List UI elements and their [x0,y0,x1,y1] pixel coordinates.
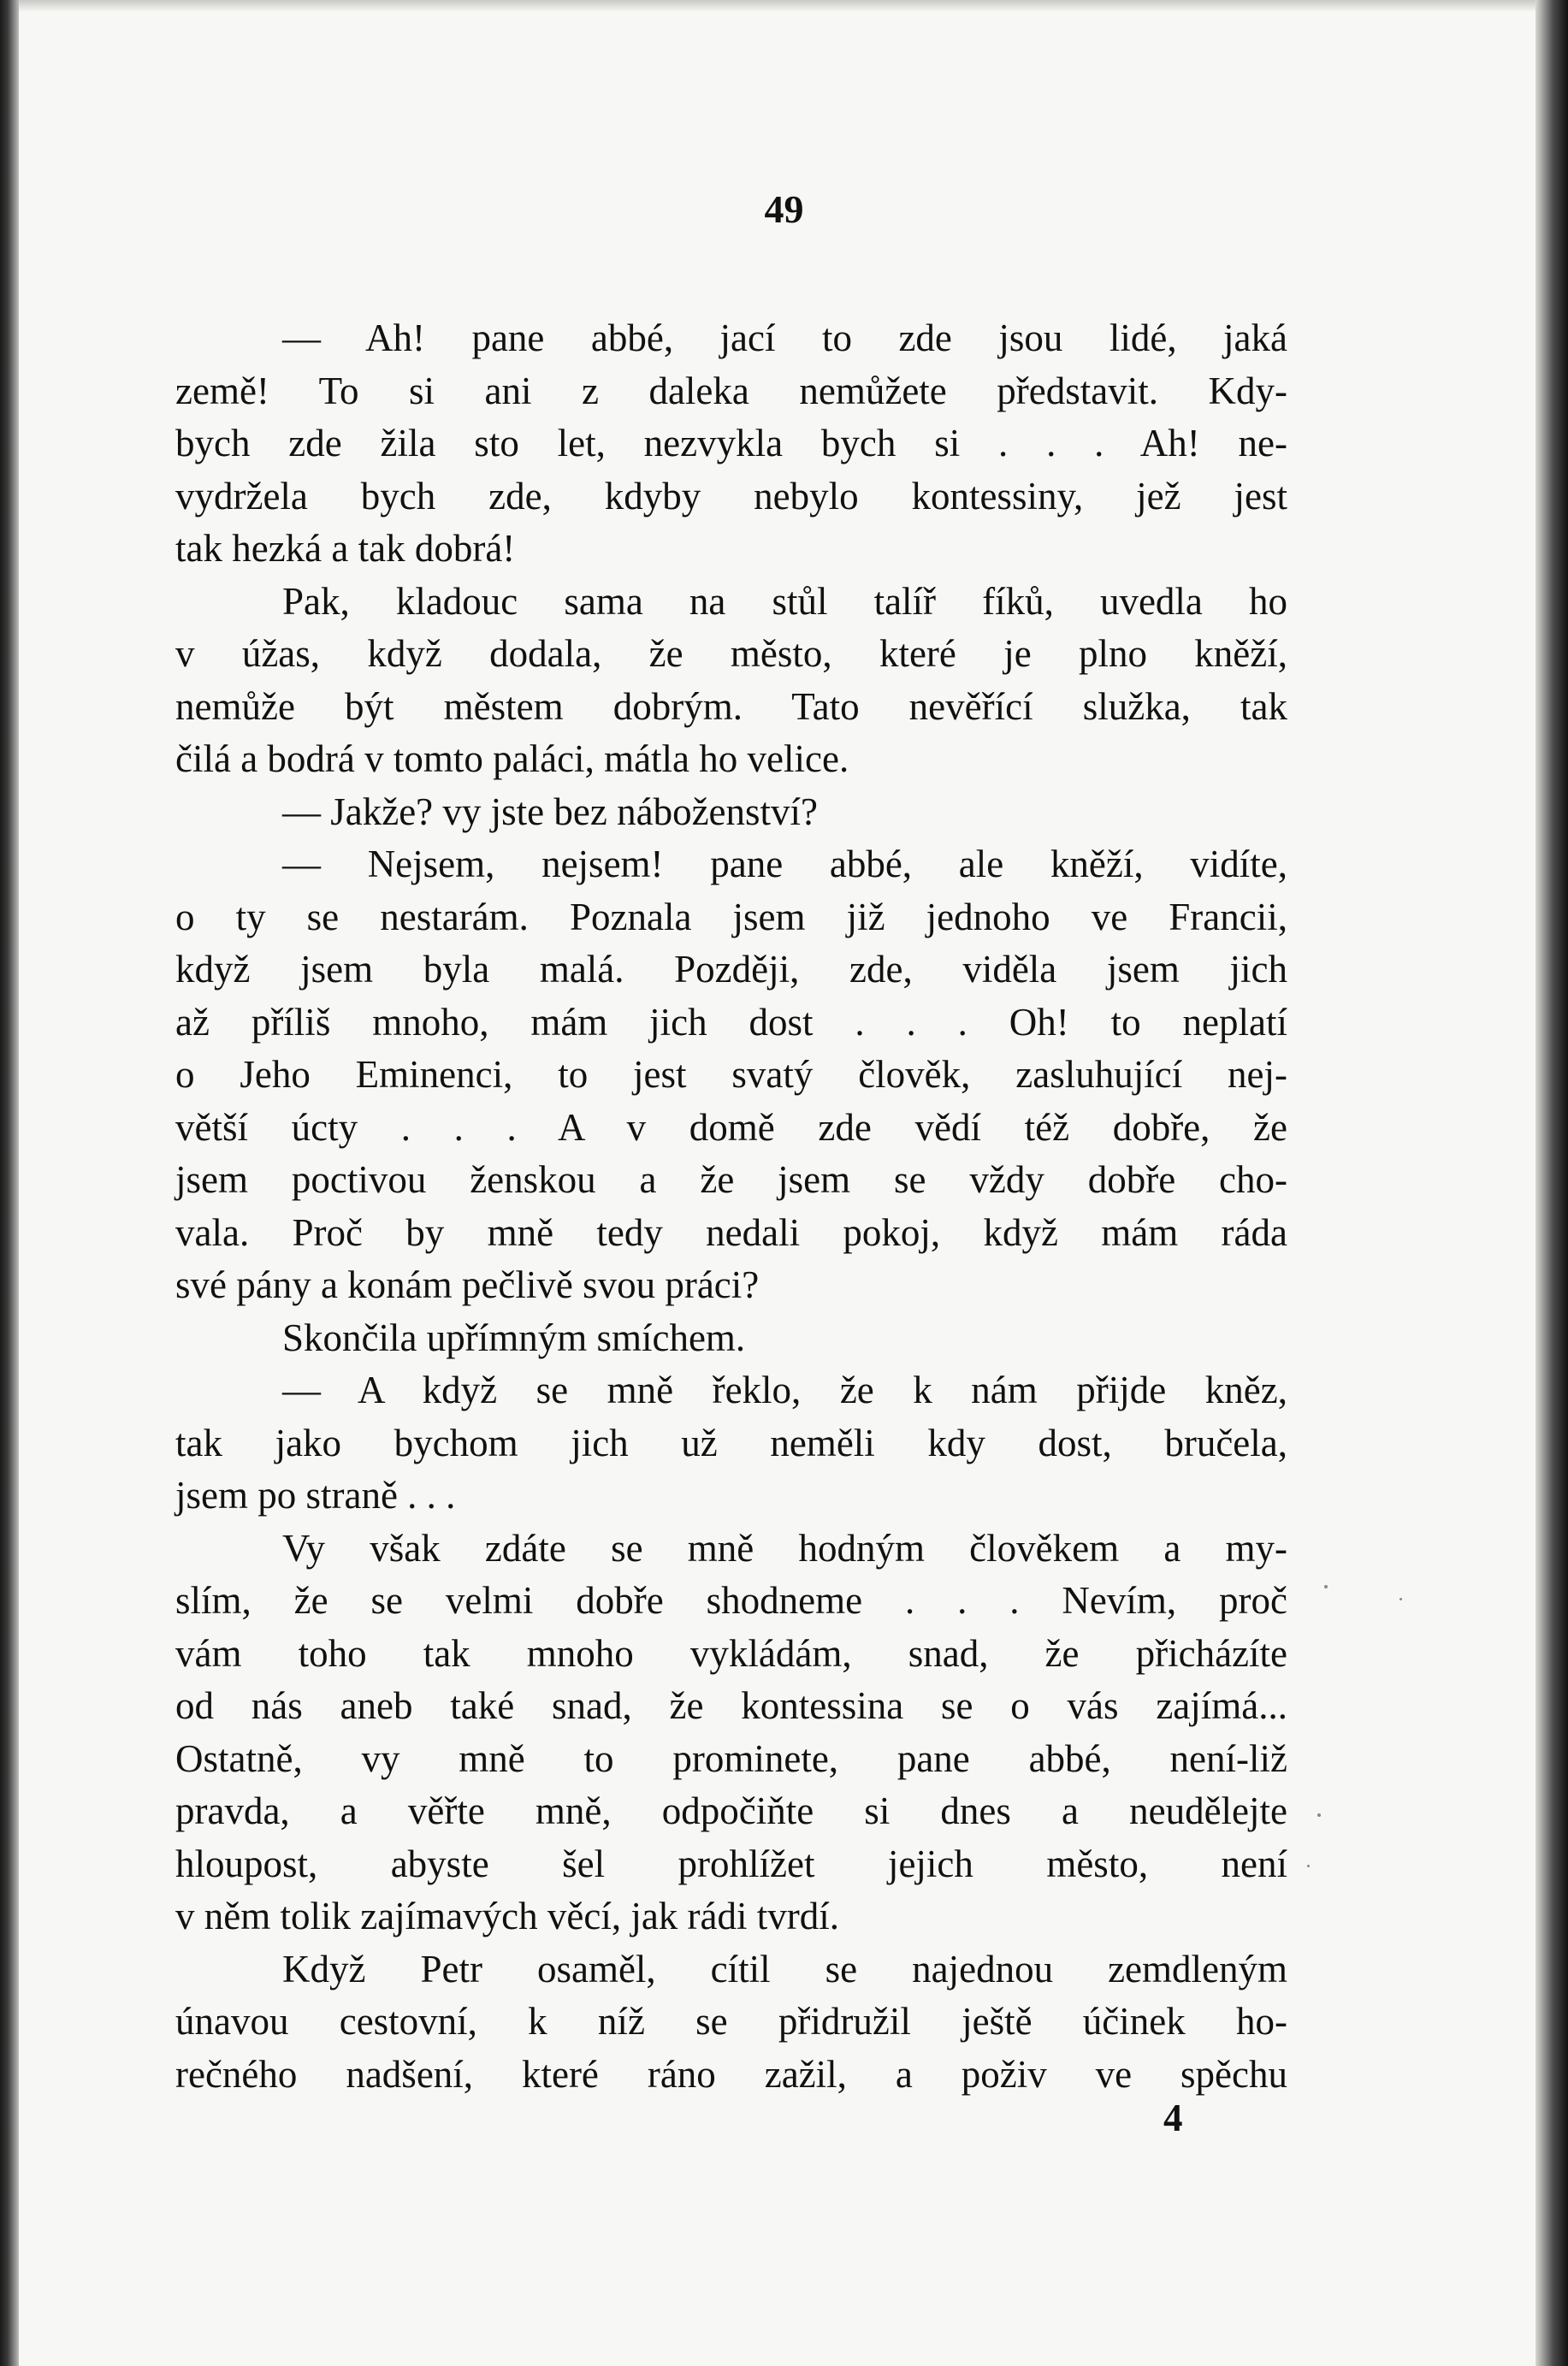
text-line: když jsem byla malá. Později, zde, viděla jsem jich [175,948,1287,991]
text-line: vydržela bych zde, kdyby nebylo kontessiny, jež jest [175,474,1287,518]
text-line: o Jeho Eminenci, to jest svatý člověk, zasluhující nej- [175,1053,1287,1096]
text-line: Pak, kladouc sama na stůl talíř fíků, uvedla ho [282,579,1287,623]
text-line: Ostatně, vy mně to prominete, pane abbé, není-liž [175,1736,1287,1780]
text-line: — Ah! pane abbé, jací to zde jsou lidé, jaká [282,316,1287,359]
body-text [175,312,1287,2101]
text-line: slím, že se velmi dobře shodneme . . . Nevím, proč [175,1579,1287,1622]
signature-mark: 4 [1163,2097,1183,2139]
text-line: větší úcty . . . A v domě zde vědí též dobře, že [175,1105,1287,1149]
text-line: — Nejsem, nejsem! pane abbé, ale kněží, vidíte, [282,843,1287,885]
text-line: země! To si ani z daleka nemůžete představit. Kdy- [175,369,1287,412]
text-line: až příliš mnoho, mám jich dost . . . Oh! to neplatí [175,1000,1287,1044]
page-number: 49 [764,187,804,231]
paper-speck [1307,1865,1310,1867]
text-line: tak hezká a tak dobrá! [175,527,516,570]
text-line: tak jako bychom jich už neměli kdy dost, bručela, [175,1421,1287,1464]
text-line: bych zde žila sto let, nezvykla bych si . . . Ah! ne- [175,422,1287,464]
text-line: nemůže být městem dobrým. Tato nevěřící služka, tak [175,684,1287,728]
text-line: Skončila upřímným smíchem. [282,1316,746,1359]
text-line: — A když se mně řeklo, že k nám přijde kněz, [282,1369,1287,1411]
text-line: únavou cestovní, k níž se přidružil ještě účinek ho- [175,2000,1287,2043]
text-line: vala. Proč by mně tedy nedali pokoj, když mám ráda [175,1210,1287,1254]
text-line: vám toho tak mnoho vykládám, snad, že přicházíte [175,1631,1287,1675]
text-line: hloupost, abyste šel prohlížet jejich město, není [175,1842,1287,1885]
page-right-edge [1535,0,1568,2366]
page-left-edge [0,0,19,2366]
text-line: své pány a konám pečlivě svou práci? [175,1263,760,1306]
page-top-shadow [0,0,1568,12]
text-line: Když Petr osaměl, cítil se najednou zemdleným [282,1947,1287,1990]
text-line: čilá a bodrá v tomto paláci, mátla ho velice. [175,737,849,780]
text-line: od nás aneb také snad, že kontessina se o vás zajímá... [175,1684,1287,1727]
text-line: o ty se nestarám. Poznala jsem již jednoho ve Francii, [175,895,1287,938]
text-line: v úžas, když dodala, že město, které je plno kněží, [175,632,1287,675]
text-line: — Jakže? vy jste bez náboženství? [282,790,819,833]
paper-speck [1399,1598,1402,1600]
text-line: rečného nadšení, které ráno zažil, a poživ ve spěchu [175,2052,1287,2096]
text-line: jsem poctivou ženskou a že jsem se vždy dobře cho- [175,1158,1287,1201]
text-line: pravda, a věřte mně, odpočiňte si dnes a neudělejte [175,1789,1287,1832]
text-line: v něm tolik zajímavých věcí, jak rádi tvrdí. [175,1895,840,1937]
paper-speck [1317,1813,1321,1817]
text-line: Vy však zdáte se mně hodným člověkem a my- [282,1526,1287,1570]
paper-speck [1324,1585,1328,1588]
text-line: jsem po straně . . . [175,1474,456,1517]
